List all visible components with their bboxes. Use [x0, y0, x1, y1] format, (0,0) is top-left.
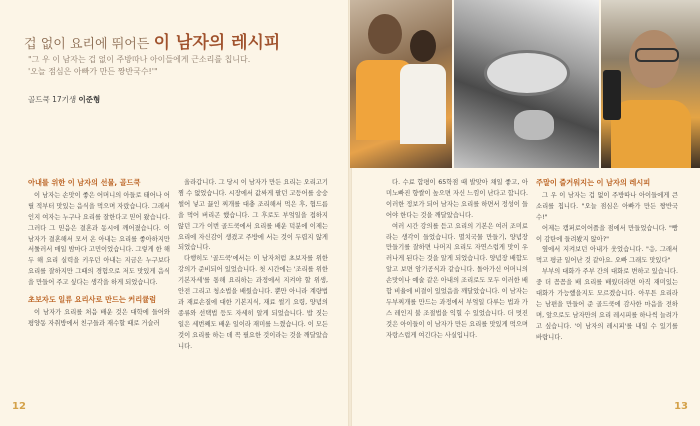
photo-strip — [350, 0, 700, 168]
man-head-shape — [368, 14, 402, 54]
paragraph: 어제는 캠퍼로이어플을 점에서 만들었습니다. "빵이 감탄에 들려봤지 않아?" — [536, 224, 678, 243]
phone-shape — [603, 70, 621, 120]
pull-quote — [28, 54, 250, 78]
column-3 — [386, 178, 528, 342]
paragraph: 부부의 대화가 주부 간의 대화로 변하고 있습니다. 중 더 꼼꼼을 배 요리를 배웠더라면 아직 재미있는 대화가 가능했을지도 모르겠습니다. 아무튼 요리라는 남편을 만들어 준 골드쿡에 감사한 마음을 전하며, 앞으로도 남자만의 요리 레시피를 하나씩 늘려가고 싶습니다. '이 남자의 레시피'를 내일 수 있기를 바랍니다. — [536, 268, 678, 341]
quote-line-2: '오늘 점심은 아빠가 만든 짱반국수!'" — [28, 67, 158, 76]
hand-shape — [514, 110, 554, 140]
photo-kitchen-pans — [454, 0, 599, 168]
author-prefix: 골드쿡 17기생 — [28, 95, 79, 104]
column-2 — [178, 178, 328, 353]
paragraph: 이 남자가 요리를 처음 배운 것은 대학에 들어와 평양동 자취방에서 친구들과 재수할 때로 거슬러 — [28, 308, 170, 327]
page-number-left: 12 — [12, 401, 26, 412]
article-title — [24, 28, 280, 53]
photo-couple-cooking — [350, 0, 452, 168]
section-heading-gift: 아내를 위한 이 남자의 선물, 골드쿡 — [28, 178, 141, 187]
paragraph: 올라갑니다. 그 당시 이 남자가 만든 요리는 오리고기 찜 수 없었습니다. 시장에서 값싸게 팔던 고등어를 숭숭 썰어 넣고 끓인 찌개를 대충 조리해서 먹은 후, 협드름을 먹어 버리곤 했습니다. 그 후로도 부엌일을 접하지 않던 그가 이번 골드쿡에서 요리를 배운 덕분에 이제는 요리에 자신감이 생겼고 주방에 서는 것이 두렵지 않게 되었습니다. — [178, 179, 328, 252]
paragraph: 옆에서 지켜보던 아내가 웃었습니다. "응, 그래서 먹고 평균 일어난 것 같아요. 오빠 그래도 맛있다" — [536, 246, 678, 265]
title-prefix: 겁 없이 요리에 뛰어든 — [24, 37, 154, 52]
woman-head-shape — [410, 30, 436, 62]
shirt-shape — [611, 100, 691, 168]
glasses-shape — [635, 48, 679, 62]
author-name: 이준형 — [78, 95, 101, 104]
column-4 — [536, 178, 678, 344]
quote-line-1: "그 우 이 남자는 겁 없이 주방따나 아이들에게 근소리를 칩니다. — [28, 55, 251, 64]
section-heading-curriculum: 초보자도 일류 요리사로 만드는 커리큘럼 — [28, 295, 157, 305]
pan-shape — [484, 50, 570, 96]
paragraph: 그 우 이 남자는 겁 없이 주방따나 아이들에게 큰소리를 칩니다. "오늘 점심은 아빠가 만든 짱반국수!" — [536, 191, 678, 221]
photo-man-portrait — [601, 0, 700, 168]
paragraph: 다. 수료 합평이 65학점 때 발맞아 채일 좋고, 아미노빠진 향쌀이 높으면 자신 느낌이 난다고 합니다. 이러한 정보가 되어 남자는 요리를 하면서 정성이 들어야 한다는 것을 깨달았습니다. — [386, 179, 528, 219]
title-main: 이 남자의 레시피 — [153, 33, 281, 53]
page-number-right: 13 — [674, 401, 688, 412]
section-heading-weekend: 주말이 즐거워지는 이 남자의 레시피 — [536, 178, 651, 187]
paragraph: 이 남자는 손맛이 좋은 어머니의 아들로 태어나 어릴 적부터 맛있는 음식을 먹으며 자랐습니다. 그래서인지 여자는 누구나 요리를 잘한다고 믿어 왔습니다. 그러다 그 믿음은 결혼과 동시에 깨어졌습니다. 이 남자가 결혼해서 모셔 온 아내는 요리를 좋아하지만 서툴러서 매일 밤마다 고민이었습니다. 그렇게 한 해 두 해 요리 실력을 키우던 아내는 지금은 누구보다 요리를 잘하지만 그때의 경험으로 저도 맛있게 음식을 만들어 주고 싶다는 생각을 하게 되었습니다. — [28, 191, 170, 287]
chef-coat-shape — [400, 64, 446, 144]
column-1 — [28, 178, 170, 330]
paragraph: 여러 시간 강의를 듣고 요리의 기본은 여러 조미료라는 생각이 들었습니다. 멸치국물 만들기, 양념장 만들기를 잘하면 나머지 요리도 자연스럽게 맛이 우러나게 된다는 것을 알게 되었습니다. 양념장 배합도 알고 보면 암기공식과 같습니다. 돌아가신 어머니의 손맛이나 예술 같은 아내의 조리로도 모두 이러한 배합 비율에 비결이 있었음을 깨달았습니다. 이 남자는 두부찌개를 만드는 과정에서 부엌일 다루는 법과 가스 레인지 불 조절법을 익힐 수 있었습니다. 더 멋진 것은 아이들이 이 남자가 만든 요리를 맛있게 먹으며 자랑스럽게 여긴다는 사실입니다. — [386, 222, 528, 339]
paragraph: 다행히도 '골드쿡'에서는 이 남자처럼 초보자를 위한 강의가 준비되어 있었습니다. 첫 시간에는 '조리를 위한 기본자세'를 통해 요리하는 과정에서 지켜야 할 위생, 안전 그리고 청소법을 배웠습니다. 뿐만 아니라 계량법과 재료손질에 대한 기본지식, 재료 썰기 요령, 양념의 종류와 선택법 등도 자세히 알게 되었습니다. 밥 짓는 일은 세번째도 배운 일이라 재미를 느꼈습니다. 이 모든 것이 요리를 하는 데 꼭 필요한 것이라는 것을 깨달았습니다. — [178, 255, 328, 350]
author-byline — [28, 94, 100, 105]
